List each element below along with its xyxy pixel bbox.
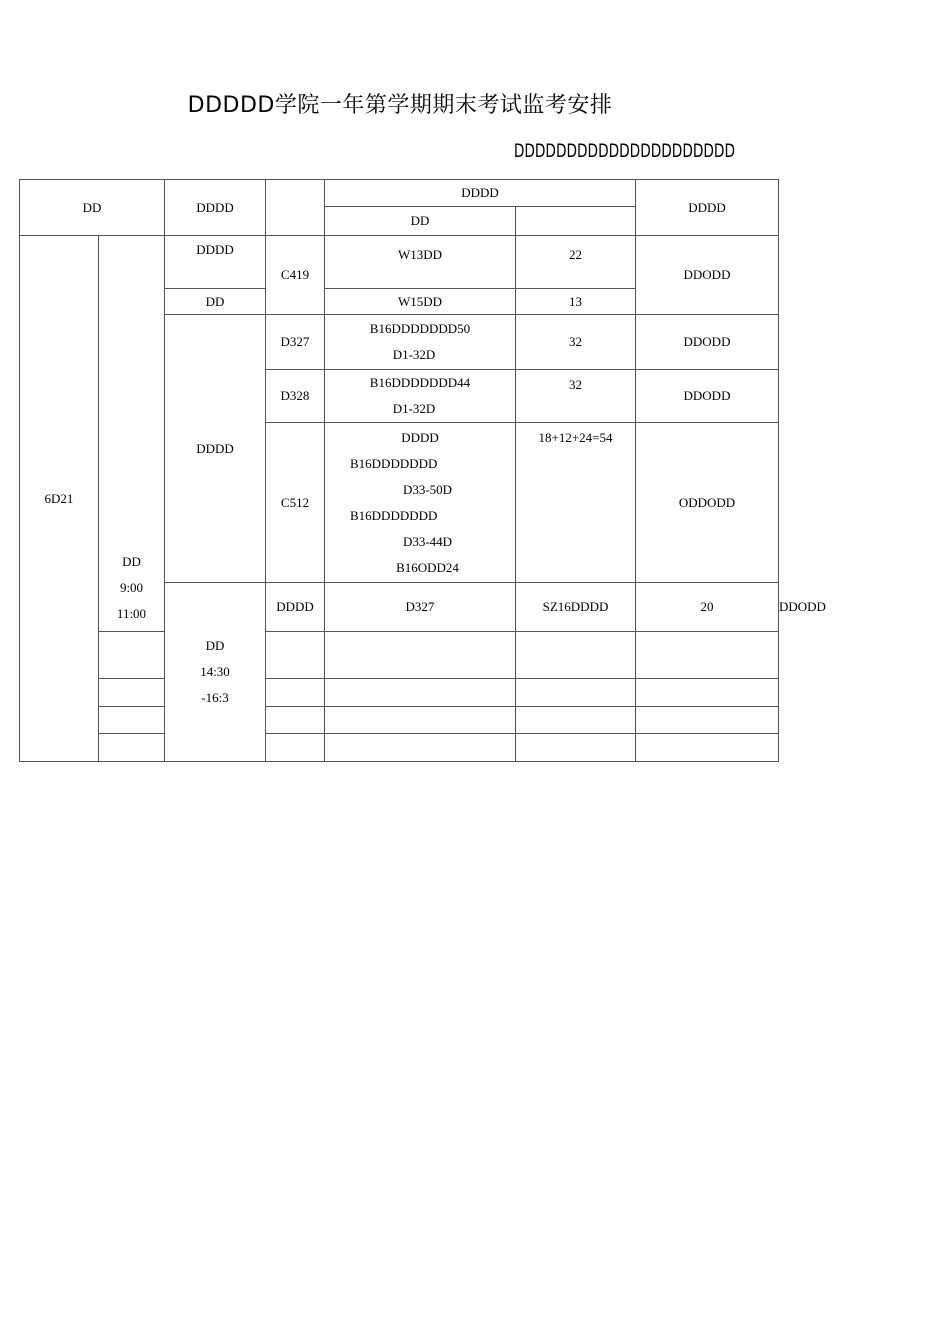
room-cell: D328 [266, 370, 325, 423]
class-line: B16DDDDDDD [350, 455, 438, 471]
class-cell [325, 236, 516, 289]
subject-cell: DDDD [165, 236, 266, 289]
class-cell [325, 315, 516, 370]
proctor-cell: ODDODD [636, 423, 779, 583]
class-cell: SZ16DDDD [516, 583, 636, 632]
proctor-cell: DDODD [636, 236, 779, 315]
class-cell: W15DD [325, 289, 516, 315]
session-start: 9:00 [119, 580, 144, 595]
empty-cell [516, 707, 636, 734]
empty-cell [636, 707, 779, 734]
count-cell: 32 [516, 315, 636, 370]
header-cell: DDDD [165, 180, 266, 236]
empty-cell [99, 679, 165, 707]
empty-cell [266, 707, 325, 734]
count-cell [516, 423, 636, 583]
session-cell-afternoon [165, 583, 266, 762]
empty-cell [325, 707, 516, 734]
empty-cell [325, 632, 516, 679]
count-value: 22 [569, 247, 582, 262]
empty-cell [325, 679, 516, 707]
session-cell-morning [99, 236, 165, 632]
header-cell: DDDD [636, 180, 779, 236]
class-cell [325, 423, 516, 583]
header-subcell: DD [325, 207, 516, 236]
count-cell [516, 370, 636, 423]
count-cell: 13 [516, 289, 636, 315]
empty-cell [266, 679, 325, 707]
subject-cell: DD [165, 289, 266, 315]
class-line: D1-32D [392, 401, 436, 416]
class-line: D33-44D [402, 533, 453, 549]
empty-cell [99, 632, 165, 679]
empty-cell [266, 734, 325, 762]
subject-cell: DDDD [266, 583, 325, 632]
room-cell: C512 [266, 423, 325, 583]
session-end: -16:3 [201, 690, 229, 705]
room-cell: D327 [325, 583, 516, 632]
empty-cell [266, 632, 325, 679]
empty-cell [325, 734, 516, 762]
header-cell [266, 180, 325, 236]
empty-cell [636, 679, 779, 707]
subject-cell: DDDD [165, 315, 266, 583]
session-label: DD [205, 638, 225, 653]
empty-cell [516, 632, 636, 679]
class-line: DDDD [401, 429, 439, 445]
count-cell: 20 [636, 583, 779, 632]
header-group-cell: DDDD [325, 180, 636, 207]
class-line: W13DD [397, 247, 443, 262]
class-line: D33-50D [402, 481, 453, 497]
class-line: D1-32D [392, 347, 436, 362]
exam-schedule-table: DD DDDD DDDD DDDD DD 6D21 DD 9:00 11:00 DDDD C419 W13DD 22 DDODD DD W15DD 13 DDDD D327 B16DDDDDDD50 D1-32D 32 DDODD D328 B16DDDDDDD44 D1-32D 32 DDODD C512 DDDD B16DDDDDDD D33-50D B16DDDDDDD D33-44D B16ODD24 18+12+24=54 ODDODD DD 14:30 -16:3 DDDD D327 SZ16DDDD 20 DDODD [19, 179, 779, 762]
proctor-cell: DDODD [636, 315, 779, 370]
class-line: B16DDDDDDD50 [369, 321, 471, 336]
empty-cell [636, 632, 779, 679]
class-cell [325, 370, 516, 423]
count-value: 32 [569, 377, 582, 392]
room-cell: C419 [266, 236, 325, 315]
class-line: B16DDDDDDD [350, 507, 438, 523]
empty-cell [516, 734, 636, 762]
session-label: DD [122, 554, 141, 569]
session-start: 14:30 [200, 664, 230, 679]
document-subtitle: DDDDDDDDDDDDDDDDDDDDD [513, 140, 735, 162]
empty-cell [516, 679, 636, 707]
empty-cell [99, 734, 165, 762]
date-cell: 6D21 [20, 236, 99, 762]
class-line: B16ODD24 [396, 559, 459, 575]
class-line: B16DDDDDDD44 [369, 375, 471, 390]
header-subcell [516, 207, 636, 236]
count-value: 18+12+24=54 [538, 430, 613, 445]
proctor-cell: DDODD [636, 370, 779, 423]
empty-cell [99, 707, 165, 734]
room-cell: D327 [266, 315, 325, 370]
header-cell: DD [20, 180, 165, 236]
document-title: DDDDD学院一年第学期期末考试监考安排 [187, 93, 613, 118]
empty-cell [636, 734, 779, 762]
count-cell [516, 236, 636, 289]
session-end: 11:00 [116, 606, 147, 621]
